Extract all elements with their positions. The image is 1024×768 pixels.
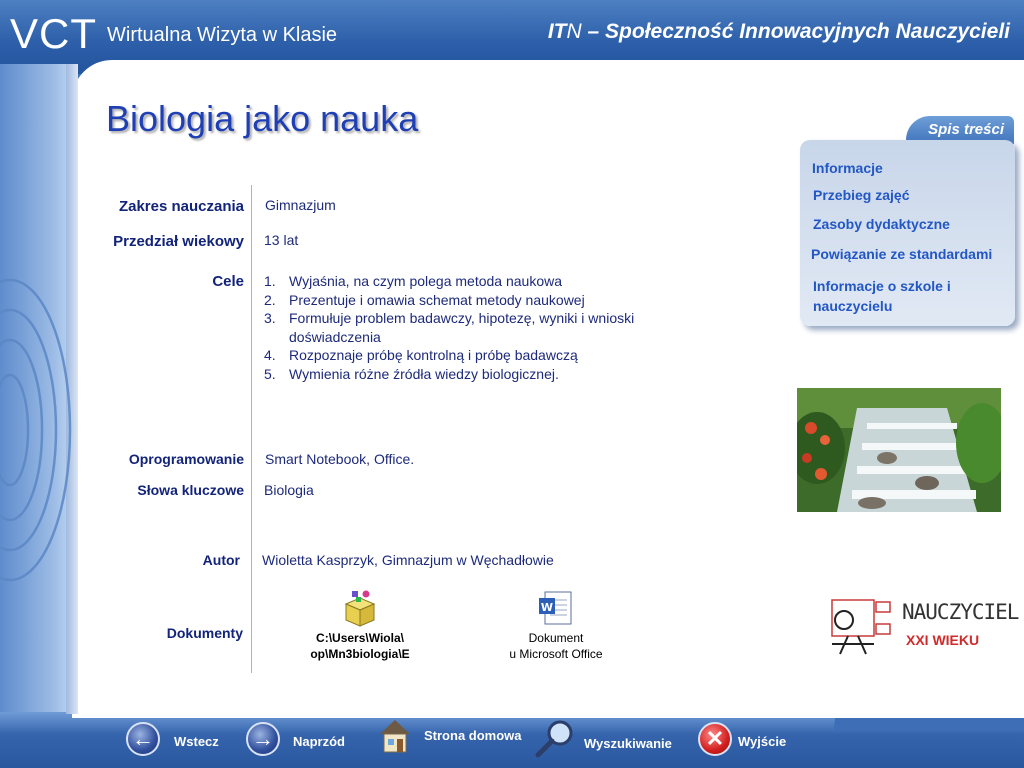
goal-item: 3. Formułuje problem badawczy, hipotezę, wyniki i wnioski doświadczenia [264,310,635,345]
document-path-line1: C:\Users\Wiola\ [316,631,404,645]
age-value: 13 lat [264,232,299,248]
home-icon [376,716,414,756]
toc-item-zasoby-dydaktyczne[interactable]: Zasoby dydaktyczne [813,216,950,232]
toc-item-powiazanie-ze-standardami[interactable]: Powiązanie ze standardami [811,246,993,262]
goal-item: 4. Rozpoznaje próbę kontrolną i próbę badawczą [264,347,578,363]
logo-text-main: NAUCZYCIEL [902,600,1019,624]
logo-text-sub: XXI WIEKU [906,632,980,648]
header-subtitle: Wirtualna Wizyta w Klasie [107,24,338,46]
documents-label: Dokumenty [166,625,243,641]
organization-name: ITN – Społeczność Innowacyjnych Nauczycieli [547,20,1010,43]
package-icon [340,588,380,628]
toc-item-nauczycielu[interactable]: nauczycielu [813,298,893,314]
arrow-right-icon: → [246,722,280,756]
keywords-label: Słowa kluczowe [137,482,244,498]
document-link-package[interactable] [300,588,420,662]
keywords-value: Biologia [264,482,314,498]
document-link-word[interactable] [498,590,614,662]
page-title: Biologia jako nauka [106,98,419,139]
goal-item: 2. Prezentuje i omawia schemat metody naukowej [264,291,585,308]
swirl-decoration [0,270,80,590]
word-document-icon [537,590,575,626]
back-button[interactable]: ← Wstecz [126,722,226,758]
table-divider [251,185,252,673]
document-title-line1: Dokument [528,631,584,645]
document-title-line2: u Microsoft Office [509,647,603,661]
toc-item-informacje[interactable]: Informacje [812,160,883,176]
scope-value: Gimnazjum [265,197,336,213]
software-value: Smart Notebook, Office. [265,451,415,467]
forward-button[interactable]: → Naprzód [246,722,356,758]
svg-text:W: W [540,601,554,614]
toc-item-przebieg-zajec[interactable]: Przebieg zajęć [813,187,910,203]
goals-list [264,272,694,383]
author-value: Wioletta Kasprzyk, Gimnazjum w Węchadłowie [262,552,554,568]
goal-item: 5. Wymienia różne źródła wiedzy biologicznej. [264,365,559,382]
goal-item: 1. Wyjaśnia, na czym polega metoda naukowa [264,273,563,289]
close-icon: ✕ [698,722,732,756]
scope-label: Zakres nauczania [118,198,244,215]
home-button[interactable]: Strona domowa [376,716,536,752]
arrow-left-icon: ← [126,722,160,756]
magnifier-icon [534,718,578,758]
toc-item-informacje-o-szkole[interactable]: Informacje o szkole i [813,278,951,294]
software-label: Oprogramowanie [128,451,244,467]
toc-tab: Spis treści [906,116,1014,144]
vct-logo: VCT [10,10,97,57]
age-label: Przedział wiekowy [113,233,244,250]
search-button[interactable]: Wyszukiwanie [534,718,694,754]
author-label: Autor [202,552,240,568]
goals-label: Cele [212,273,244,290]
table-of-contents [800,140,1015,326]
waterfall-photo [797,388,1001,512]
exit-button[interactable]: ✕ Wyjście [698,722,798,758]
nauczyciel-logo [826,592,1019,662]
document-path-line2: op\Mn3biologia\E [310,647,410,661]
